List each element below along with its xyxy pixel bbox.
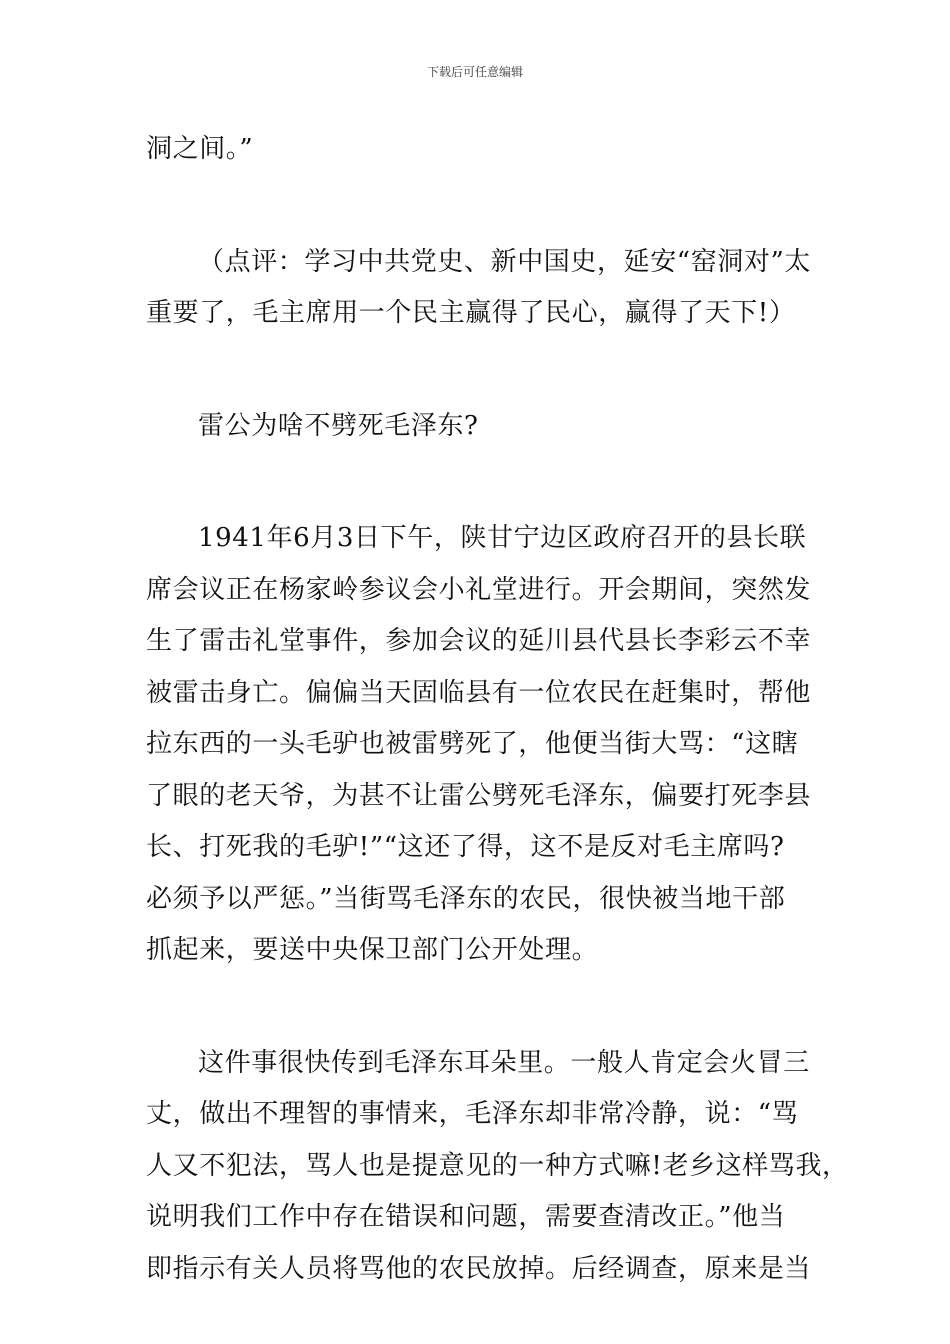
paragraph-closing-quote xyxy=(146,124,810,176)
paragraph-gap xyxy=(146,452,810,513)
paragraph-section-heading xyxy=(146,401,810,453)
text-line: 丈，做出不理智的事情来，毛泽东却非常冷静，说：“骂 xyxy=(146,1099,799,1129)
page-header: 下载后可任意编辑 xyxy=(426,65,523,79)
text-line: 必须予以严惩。”当街骂毛泽东的农民，很快被当地干部 xyxy=(146,883,786,914)
paragraph-gap xyxy=(146,340,810,401)
text-line: 生了雷击礼堂事件，参加会议的延川县代县长李彩云不幸 xyxy=(146,626,812,656)
paragraph-gap xyxy=(146,977,810,1038)
text-line: 这件事很快传到毛泽东耳朵里。一般人肯定会火冒三 xyxy=(198,1047,810,1078)
text-line: 了眼的老天爷，为甚不让雷公劈死毛泽东，偏要打死李县 xyxy=(146,780,812,811)
text-line: 重要了，毛主席用一个民主赢得了民心，赢得了天下!） xyxy=(146,298,796,328)
paragraph-commentary xyxy=(146,237,810,340)
paragraph-gap xyxy=(146,176,810,237)
paragraph-story xyxy=(146,513,810,977)
text-line: 抓起来，要送中央保卫部门公开处理。 xyxy=(146,935,599,965)
text-line: 拉东西的一头毛驴也被雷劈死了，他便当街大骂：“这瞎 xyxy=(146,729,799,759)
text-line: 洞之间。” xyxy=(146,134,254,164)
text-line: 即指示有关人员将骂他的农民放掉。后经调查，原来是当 xyxy=(146,1253,812,1284)
text-line: 席会议正在杨家岭参议会小礼堂进行。开会期间，突然发 xyxy=(146,574,812,605)
text-line: 被雷击身亡。偏偏当天固临县有一位农民在赶集时，帮他 xyxy=(146,677,812,708)
section-heading: 雷公为啥不劈死毛泽东? xyxy=(198,410,479,441)
text-line: 说明我们工作中存在错误和问题，需要查清改正。”他当 xyxy=(146,1202,786,1232)
text-line: 人又不犯法，骂人也是提意见的一种方式嘛!老乡这样骂我， xyxy=(146,1150,849,1181)
document-body xyxy=(146,124,849,1295)
text-line: 长、打死我的毛驴!”“这还了得，这不是反对毛主席吗? xyxy=(146,832,785,862)
text-line: （点评：学习中共党史、新中国史，延安“窑洞对”太 xyxy=(198,246,811,277)
paragraph-response xyxy=(146,1038,849,1296)
text-line: 1941年6月3日下午，陕甘宁边区政府召开的县长联 xyxy=(198,523,807,553)
